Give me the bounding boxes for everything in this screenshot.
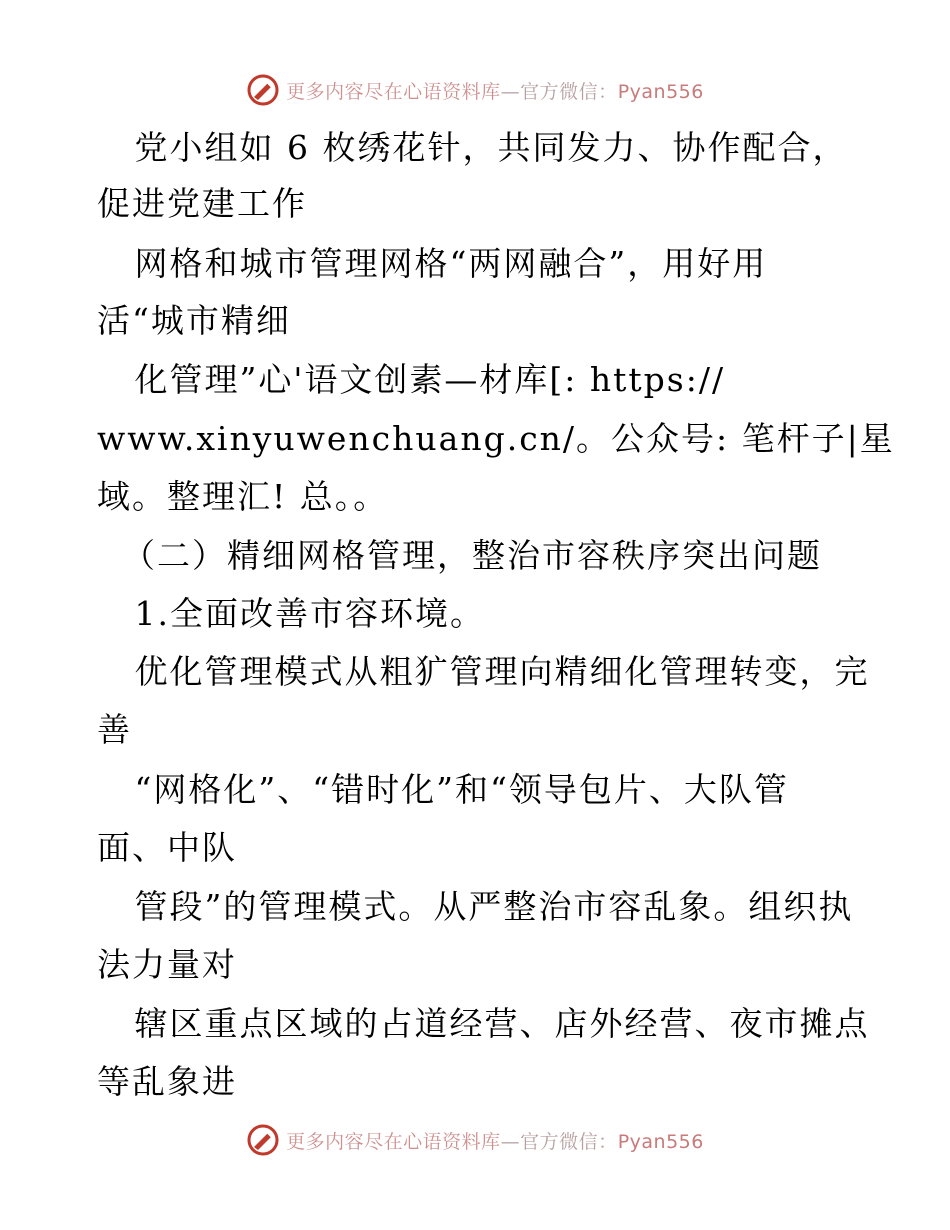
- pen-logo-icon: [246, 1123, 280, 1157]
- body-line: 面、中队: [97, 828, 237, 867]
- body-line: 促进党建工作: [97, 184, 307, 223]
- body-line: 管段”的管理模式。从严整治市容乱象。组织执: [97, 887, 854, 926]
- header-site-text: 更多内容尽在心语资料库: [286, 80, 501, 103]
- header-wechat-label: 官方微信：: [520, 80, 618, 103]
- body-line: “网格化”、“错时化”和“领导包片、大队管: [97, 770, 789, 809]
- body-line: 善: [97, 710, 132, 749]
- pen-logo-icon: [246, 73, 280, 107]
- body-line: 优化管理模式从粗犷管理向精细化管理转变，完: [97, 652, 870, 691]
- footer-banner-text: [286, 1127, 704, 1154]
- footer-banner: [0, 1122, 950, 1158]
- header-separator: —: [500, 80, 521, 103]
- body-line: 辖区重点区域的占道经营、店外经营、夜市摊点: [97, 1004, 870, 1043]
- header-wechat-id: Pyan556: [617, 80, 704, 103]
- body-line: www.xinyuwenchuang.cn/。公众号: 笔杆子|星: [97, 419, 895, 458]
- body-line: 等乱象进: [97, 1062, 237, 1101]
- body-line: 法力量对: [97, 945, 237, 984]
- body-line: 域。整理汇! 总。。: [97, 477, 389, 516]
- header-banner: [0, 72, 950, 108]
- body-line: 党小组如 6 枚绣花针，共同发力、协作配合，: [97, 128, 848, 167]
- body-line: 活“城市精细: [97, 301, 291, 340]
- section-heading: （二）精细网格管理，整治市容秩序突出问题: [97, 536, 822, 575]
- footer-separator: —: [500, 1130, 521, 1153]
- footer-wechat-id: Pyan556: [617, 1130, 704, 1153]
- footer-site-text: 更多内容尽在心语资料库: [286, 1130, 501, 1153]
- subsection-heading: 1.全面改善市容环境。: [97, 594, 485, 633]
- body-line: 化管理”心'语文创素—材库[: https://: [97, 360, 726, 399]
- body-line: 网格和城市管理网格“两网融合”，用好用: [97, 244, 768, 283]
- header-banner-text: [286, 77, 704, 104]
- footer-wechat-label: 官方微信：: [520, 1130, 618, 1153]
